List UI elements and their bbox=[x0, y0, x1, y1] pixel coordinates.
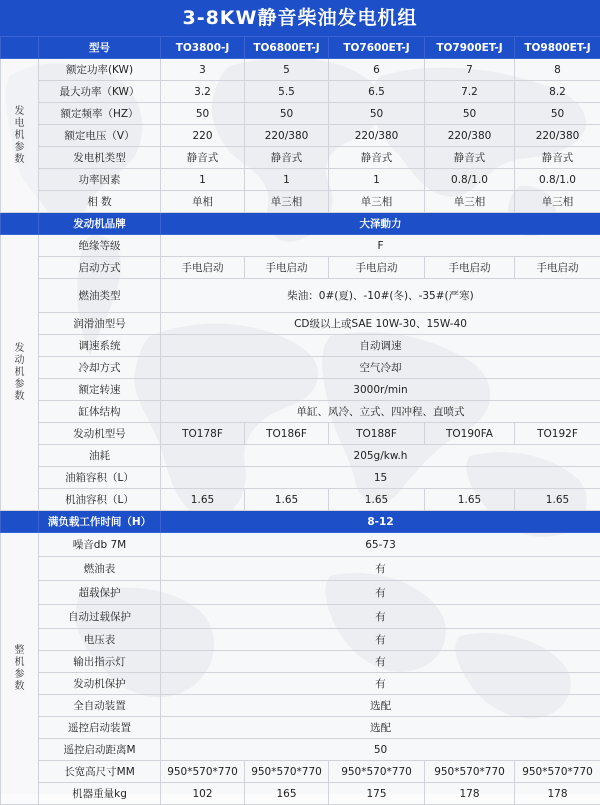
cell: TO188F bbox=[329, 423, 425, 445]
row-label: 额定电压（V） bbox=[39, 125, 161, 147]
row-label: 润滑油型号 bbox=[39, 313, 161, 335]
table-row bbox=[1, 651, 600, 673]
cell: 静音式 bbox=[425, 147, 515, 169]
cell: 1.65 bbox=[245, 489, 329, 511]
page-title: 3-8KW静音柴油发电机组 bbox=[0, 0, 600, 36]
cell: 102 bbox=[161, 783, 245, 805]
cell: 7.2 bbox=[425, 81, 515, 103]
cell: TO192F bbox=[515, 423, 600, 445]
cell: 有 bbox=[161, 629, 600, 651]
cell: 手电启动 bbox=[425, 257, 515, 279]
cell: 50 bbox=[425, 103, 515, 125]
cell: 6.5 bbox=[329, 81, 425, 103]
table-row bbox=[1, 379, 600, 401]
cell: 65-73 bbox=[161, 533, 600, 557]
cell: 950*570*770 bbox=[245, 761, 329, 783]
row-label: 缸体结构 bbox=[39, 401, 161, 423]
table-row bbox=[1, 313, 600, 335]
cell: 有 bbox=[161, 605, 600, 629]
table-row bbox=[1, 401, 600, 423]
model-name: TO7900ET-J bbox=[425, 37, 515, 59]
model-name: TO6800ET-J bbox=[245, 37, 329, 59]
table-row bbox=[1, 761, 600, 783]
cell: 7 bbox=[425, 59, 515, 81]
cell: 手电启动 bbox=[161, 257, 245, 279]
cell: 静音式 bbox=[515, 147, 600, 169]
cell: 1.65 bbox=[161, 489, 245, 511]
cell: TO186F bbox=[245, 423, 329, 445]
table-row bbox=[1, 147, 600, 169]
row-label: 冷却方式 bbox=[39, 357, 161, 379]
header-blank bbox=[1, 511, 39, 533]
model-header-row bbox=[1, 37, 600, 59]
cell: 6 bbox=[329, 59, 425, 81]
table-row bbox=[1, 467, 600, 489]
full-load-label: 满负载工作时间（H） bbox=[39, 511, 161, 533]
table-row bbox=[1, 125, 600, 147]
table-row bbox=[1, 279, 600, 313]
cell: 8.2 bbox=[515, 81, 600, 103]
cell: 柴油：0#(夏)、-10#(冬)、-35#(严寒) bbox=[161, 279, 600, 313]
header-blank bbox=[1, 213, 39, 235]
row-label: 发动机保护 bbox=[39, 673, 161, 695]
table-row bbox=[1, 673, 600, 695]
table-row bbox=[1, 357, 600, 379]
cell: 手电启动 bbox=[515, 257, 600, 279]
cell: TO178F bbox=[161, 423, 245, 445]
cell: 选配 bbox=[161, 695, 600, 717]
row-label: 发电机类型 bbox=[39, 147, 161, 169]
table-row bbox=[1, 557, 600, 581]
cell: 1 bbox=[329, 169, 425, 191]
row-label: 油耗 bbox=[39, 445, 161, 467]
cell: 220/380 bbox=[515, 125, 600, 147]
table-row bbox=[1, 59, 600, 81]
cell: 0.8/1.0 bbox=[515, 169, 600, 191]
row-label: 启动方式 bbox=[39, 257, 161, 279]
model-name: TO9800ET-J bbox=[515, 37, 600, 59]
cell: 自动调速 bbox=[161, 335, 600, 357]
row-label: 燃油表 bbox=[39, 557, 161, 581]
cell: 220/380 bbox=[425, 125, 515, 147]
row-label: 额定转速 bbox=[39, 379, 161, 401]
cell: 3000r/min bbox=[161, 379, 600, 401]
cell: 220/380 bbox=[329, 125, 425, 147]
row-label: 功率因素 bbox=[39, 169, 161, 191]
cell: 单三相 bbox=[515, 191, 600, 213]
cell: 0.8/1.0 bbox=[425, 169, 515, 191]
cell: 有 bbox=[161, 557, 600, 581]
row-label: 额定频率（HZ） bbox=[39, 103, 161, 125]
table-row bbox=[1, 257, 600, 279]
cell: 205g/kw.h bbox=[161, 445, 600, 467]
cell: 3 bbox=[161, 59, 245, 81]
full-load-value: 8-12 bbox=[161, 511, 600, 533]
cell: 220 bbox=[161, 125, 245, 147]
table-row bbox=[1, 169, 600, 191]
cell: 1 bbox=[161, 169, 245, 191]
row-label: 绝缘等级 bbox=[39, 235, 161, 257]
machine-group-label: 整机参数 bbox=[1, 533, 39, 805]
cell: 单三相 bbox=[329, 191, 425, 213]
row-label: 遥控启动装置 bbox=[39, 717, 161, 739]
model-name: TO7600ET-J bbox=[329, 37, 425, 59]
cell: 950*570*770 bbox=[329, 761, 425, 783]
cell: 8 bbox=[515, 59, 600, 81]
cell: TO190FA bbox=[425, 423, 515, 445]
row-label: 油箱容积（L） bbox=[39, 467, 161, 489]
cell: 50 bbox=[515, 103, 600, 125]
row-label: 机油容积（L） bbox=[39, 489, 161, 511]
row-label: 全自动装置 bbox=[39, 695, 161, 717]
cell: 空气冷却 bbox=[161, 357, 600, 379]
row-label: 调速系统 bbox=[39, 335, 161, 357]
cell: F bbox=[161, 235, 600, 257]
spec-table bbox=[0, 36, 600, 805]
row-label: 超载保护 bbox=[39, 581, 161, 605]
cell: 单缸、风冷、立式、四冲程、直喷式 bbox=[161, 401, 600, 423]
row-label: 长宽高尺寸MM bbox=[39, 761, 161, 783]
cell: 1.65 bbox=[425, 489, 515, 511]
table-row bbox=[1, 489, 600, 511]
table-row bbox=[1, 423, 600, 445]
cell: 950*570*770 bbox=[425, 761, 515, 783]
cell: 1.65 bbox=[329, 489, 425, 511]
engine-brand-label: 发动机品牌 bbox=[39, 213, 161, 235]
row-label: 自动过载保护 bbox=[39, 605, 161, 629]
table-row bbox=[1, 739, 600, 761]
table-row bbox=[1, 445, 600, 467]
cell: 50 bbox=[245, 103, 329, 125]
cell: 950*570*770 bbox=[161, 761, 245, 783]
cell: 1 bbox=[245, 169, 329, 191]
generator-group-label: 发电机参数 bbox=[1, 59, 39, 213]
table-row bbox=[1, 581, 600, 605]
row-label: 相 数 bbox=[39, 191, 161, 213]
row-label: 额定功率(KW) bbox=[39, 59, 161, 81]
cell: 选配 bbox=[161, 717, 600, 739]
cell: 220/380 bbox=[245, 125, 329, 147]
table-row bbox=[1, 81, 600, 103]
cell: 单相 bbox=[161, 191, 245, 213]
cell: 165 bbox=[245, 783, 329, 805]
cell: 有 bbox=[161, 673, 600, 695]
row-label: 噪音db 7M bbox=[39, 533, 161, 557]
model-header-label: 型号 bbox=[39, 37, 161, 59]
engine-brand-value: 大泽動力 bbox=[161, 213, 600, 235]
model-name: TO3800-J bbox=[161, 37, 245, 59]
table-row bbox=[1, 335, 600, 357]
cell: 手电启动 bbox=[329, 257, 425, 279]
table-row bbox=[1, 533, 600, 557]
cell: 静音式 bbox=[161, 147, 245, 169]
engine-brand-row bbox=[1, 213, 600, 235]
cell: 单三相 bbox=[245, 191, 329, 213]
cell: CD级以上或SAE 10W-30、15W-40 bbox=[161, 313, 600, 335]
table-row bbox=[1, 717, 600, 739]
cell: 5 bbox=[245, 59, 329, 81]
row-label: 电压表 bbox=[39, 629, 161, 651]
cell: 50 bbox=[161, 739, 600, 761]
cell: 5.5 bbox=[245, 81, 329, 103]
table-row bbox=[1, 103, 600, 125]
row-label: 最大功率（KW） bbox=[39, 81, 161, 103]
cell: 178 bbox=[515, 783, 600, 805]
cell: 单三相 bbox=[425, 191, 515, 213]
row-label: 燃油类型 bbox=[39, 279, 161, 313]
cell: 950*570*770 bbox=[515, 761, 600, 783]
row-label: 遥控启动距离M bbox=[39, 739, 161, 761]
full-load-row bbox=[1, 511, 600, 533]
row-label: 机器重量kg bbox=[39, 783, 161, 805]
cell: 有 bbox=[161, 581, 600, 605]
table-row bbox=[1, 235, 600, 257]
cell: 手电启动 bbox=[245, 257, 329, 279]
cell: 15 bbox=[161, 467, 600, 489]
cell: 50 bbox=[329, 103, 425, 125]
cell: 50 bbox=[161, 103, 245, 125]
cell: 178 bbox=[425, 783, 515, 805]
table-row bbox=[1, 629, 600, 651]
table-row bbox=[1, 191, 600, 213]
cell: 静音式 bbox=[329, 147, 425, 169]
row-label: 输出指示灯 bbox=[39, 651, 161, 673]
table-row bbox=[1, 695, 600, 717]
cell: 静音式 bbox=[245, 147, 329, 169]
cell: 有 bbox=[161, 651, 600, 673]
cell: 1.65 bbox=[515, 489, 600, 511]
row-label: 发动机型号 bbox=[39, 423, 161, 445]
cell: 175 bbox=[329, 783, 425, 805]
engine-group-label: 发动机参数 bbox=[1, 235, 39, 511]
cell: 3.2 bbox=[161, 81, 245, 103]
header-blank bbox=[1, 37, 39, 59]
table-row bbox=[1, 605, 600, 629]
